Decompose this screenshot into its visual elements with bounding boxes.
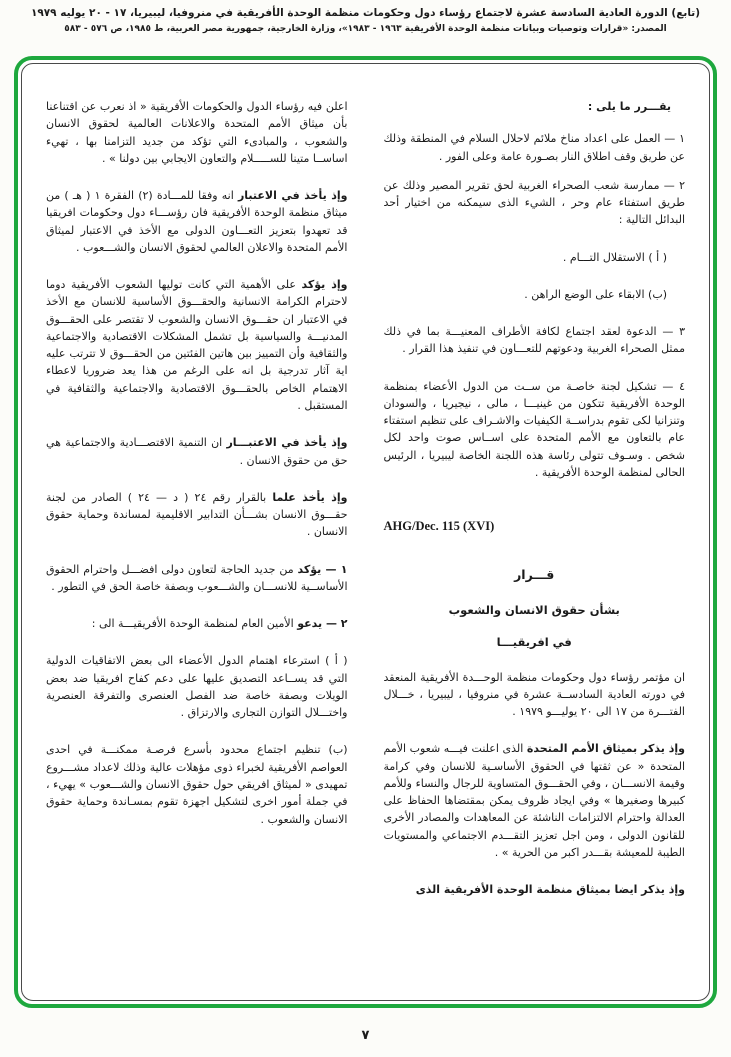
- paragraph-lead: وإذ يذكر بميثاق الأمم المتحدة: [526, 742, 686, 756]
- paragraph-lead: وإذ يأخذ في الاعتبار: [237, 189, 348, 203]
- document-header: [0, 0, 731, 34]
- paragraph: [46, 276, 348, 414]
- paragraph: [46, 434, 348, 469]
- paragraph-text: ( أ ) استرعاء اهتمام الدول الأعضاء الى بعض الاتفاقيات الدولية التي قد يســاعد التصديق عليها على دعم كفاح افريقيا ضد بعض الويلات وبصفة خاصة ضد الفصل العنصرى والتفرقة العنصرية واختـــلال التوازن التجارى والارتزاق .: [46, 654, 348, 720]
- paragraph-lead: ٢ — يدعو: [297, 617, 348, 631]
- two-column-layout: [46, 98, 685, 976]
- right-column: [384, 98, 686, 976]
- resolves-intro: [384, 98, 686, 115]
- paragraph-text: ٢ — ممارسة شعب الصحراء الغربية لحق تقرير المصير وذلك عن طريق استفتاء عام وحر ، الشيء الذى سيمكنه من اختيار أحد البدائل التالية :: [383, 178, 685, 227]
- paragraph-text: على الأهمية التي كانت توليها الشعوب الأفريقية دوما لاحترام الكرامة الانسانية والحقـــوق الأساسية للانسان مع الأخذ في الاعتبار ان حقـــوق الانسان والشعوب لا تقتصر على الحقـــوق المدنيـــة والسياسية بل تشمل المشكلات الاقتصادية والاجتماعية والثقافية وأن التمييز بين هاتين الفئتين من الحقـــوق لا تترتب عليه اية آثار تدرجية بل انه على الرغم من هذا يعد ضروريا لاعطاء الاهتمام الخاص بالحقـــوق الاقتصادية والاجتماعية والثقافية في المستقبل .: [46, 278, 348, 412]
- paragraph-text: ١ — العمل على اعداد مناخ ملائم لاحلال السلام في المنطقة وذلك عن طريق وقف اطلاق النار بصـورة عامة وعلى الفور .: [383, 132, 685, 163]
- paragraph-text: (ب) تنظيم اجتماع محدود بأسرع فرصـة ممكنـــة في احدى العواصم الأفريقية لخبراء ذوى مؤهلات عالية وذلك لاعداد مشـــروع تمهيدى « لميثاق افريقي حول حقوق الانسان والشـــعوب » يهيء ، في جملة أمور اخرى لتشكيل اجهزة تقوم بمسـاندة وحماية حقوق الانسان والشعوب .: [46, 743, 348, 826]
- paragraph: [46, 98, 348, 167]
- operative-paragraph-2: [46, 615, 348, 632]
- paragraph: [384, 130, 686, 165]
- page-footer: [0, 1028, 731, 1043]
- paragraph-text: ( أ ) الاستقلال التـــام .: [562, 250, 667, 264]
- paragraph-text: ان التنمية الاقتصـــادية والاجتماعية هي حق من حقوق الانسان .: [46, 436, 348, 467]
- paragraph-text: ٤ — تشكيل لجنة خاصـة من ســت من الدول الأعضاء بمنظمة الوحدة الأفريقية تتكون من غينيـــا ، مالى ، نيجيريا ، والسودان وتنزانيا لكى تقوم بدراســة الكيفيات والاشـراف على تنظيم استفتاء عام بالتعاون مع الأمم المتحدة على اســاس صوت واحد لكل شخص . وسـوف تتولى رئاسة هذه اللجنة الخاصة ليبيريا ، الرئيس الحالى لمنظمة الوحدة الأفريقية .: [383, 379, 685, 479]
- paragraph: [46, 187, 348, 256]
- left-column: [46, 98, 348, 976]
- operative-paragraph-1: [46, 561, 348, 596]
- page-number: ٧: [361, 1028, 370, 1043]
- paragraph-lead: وإذ يأخذ في الاعتبـــار: [226, 436, 348, 450]
- sub-item-a: [384, 249, 686, 266]
- paragraph-text: ٣ — الدعوة لعقد اجتماع لكافة الأطراف المعنيـــة بما في ذلك ممثل الصحراء الغربية ودعوتهم للتعـــاون في تنفيذ هذا القرار .: [383, 325, 685, 356]
- sub-item-b: [46, 741, 348, 827]
- paragraph-lead: وإذ يأخذ علما: [272, 490, 348, 504]
- paragraph: [384, 323, 686, 358]
- paragraph-text: ان مؤتمر رؤساء دول وحكومات منظمة الوحـــدة الأفريقية المنعقد في دورته العادية السادســة عشرة في منروفيا ، ليبيريا ، خـــلال الفتـــرة من ١٧ الى ٢٠ يوليـــو ١٩٧٩ .: [383, 670, 685, 719]
- paragraph-lead: وإذ يذكر ايضا بميثاق منظمة الوحدة الأفريقية الذى: [415, 883, 685, 897]
- paragraph: [384, 177, 686, 229]
- paragraph-text: الذى اعلنت فيـــه شعوب الأمم المتحدة « عن ثقتها في الحقوق الأساسـية للانسان وفي كرامة وقيمة الانســـان ، وفي الحقـــوق المتساوية للرجال والنساء وللأمم كبيرها وصغيرها » وفي ايجاد ظروف يمكن بمقتضاها الحفاظ على العدالة واحترام الالتزامات الناشئة عن المعاهدات والمصادر الأخرى للقانون الدولى ، ومن اجل تعزيز التقـــدم الاجتماعي والمستويات الطيبة للمعيشة بقـــدر اكبر من الحرية » .: [383, 742, 685, 859]
- decision-subtitle: بشأن حقوق الانسان والشعوب: [448, 602, 620, 617]
- sub-item-a: [46, 652, 348, 721]
- header-source-line: المصدر: «قرارات وتوصيات وبيانات منظمة الوحدة الأفريقية ١٩٦٣ - ١٩٨٣»، وزارة الخارجية، جمهورية مصر العربية، ط ١٩٨٥، ص ٥٧٦ - ٥٨٣: [64, 24, 667, 34]
- paragraph-text: من جديد الحاجة لتعاون دولى افضـــل واحترام الحقوق الأساســية للانســـان والشـــعوب وبصفة خاصة الحق في التطور .: [46, 562, 348, 593]
- paragraph-lead: يقـــرر ما يلى :: [587, 100, 671, 113]
- header-session-line: (تابع) الدورة العادية السادسة عشرة لاجتماع رؤساء دول وحكومات منظمة الوحدة الأفريقية في منروفيا، ليبيريا، ١٧ - ٢٠ يوليه ١٩٧٩: [30, 7, 701, 19]
- paragraph-text: (ب) الابقاء على الوضع الراهن .: [524, 287, 667, 301]
- decision-subtitle-2: في افريقيـــا: [496, 634, 572, 649]
- paragraph-text: انه وفقا للمـــادة (٢) الفقرة ١ ( هـ ) من ميثاق منظمة الوحدة الأفريقية فان رؤســـاء دول وحكومات افريقيا قد تعهدوا بتعزيز التعـــاون الدولى مع الأخذ في الاعتبار لميثاق الأمم المتحدة والاعلان العالمي لحقوق الانسان والشـــعوب .: [46, 189, 348, 254]
- decision-reference: AHG/Dec. 115 (XVI): [383, 519, 495, 534]
- sub-item-b: [384, 286, 686, 303]
- paragraph-lead: وإذ يؤكد: [301, 278, 348, 292]
- paragraph-text: الأمين العام لمنظمة الوحدة الأفريقيـــة الى :: [91, 617, 298, 631]
- green-border-frame: [14, 56, 717, 1008]
- paragraph: [384, 378, 686, 482]
- paragraph: [384, 669, 686, 721]
- paragraph: [384, 740, 686, 861]
- paragraph: [384, 881, 686, 898]
- paragraph-text: بالقرار رقم ٢٤ ( د — ٢٤ ) الصادر من لجنة حقـــوق الانسان بشـــأن التدابير الاقليمية لمساندة وحماية حقوق الانسان .: [46, 490, 348, 539]
- inner-border-frame: [21, 63, 710, 1001]
- paragraph-lead: ١ — يؤكد: [297, 562, 348, 576]
- paragraph: [46, 489, 348, 541]
- paragraph-text: اعلن فيه رؤساء الدول والحكومات الأفريقية « اذ نعرب عن اقتناعنا بأن ميثاق الأمم المتحدة والاعلانات العالمية لحقوق الانسان والشعوب ، والمبادىء التي تؤكد من جديد التزامنا بها ، تهيء اساســا متينا للســـــلام والتعاون الايجابي بين دولنا » .: [46, 100, 348, 165]
- decision-title: قـــرار: [514, 566, 555, 582]
